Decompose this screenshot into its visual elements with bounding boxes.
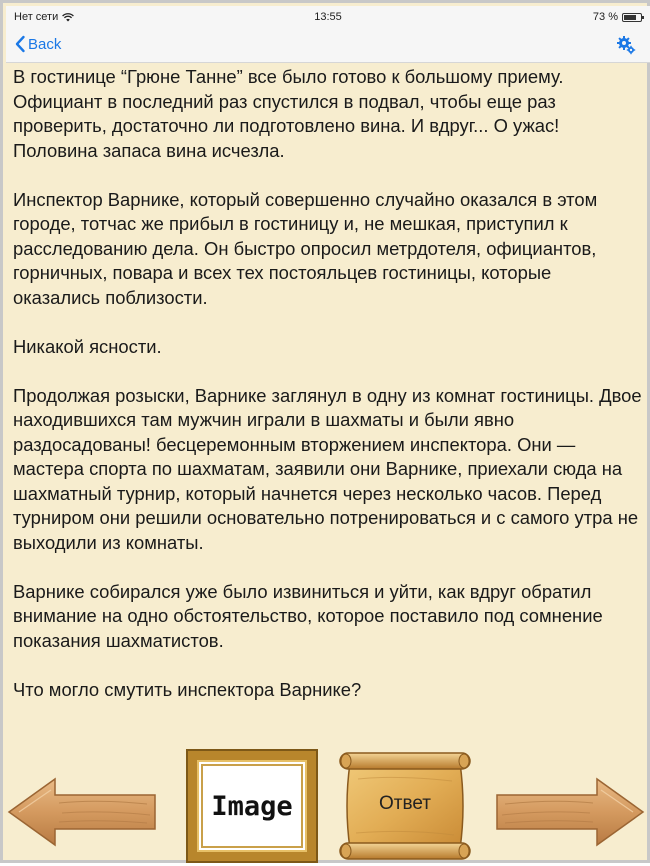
story-paragraph: В гостинице “Грюне Танне” все было готово к большому приему. Официант в последний раз спустился в подвал, чтобы еще раз проверить, достаточно ли подготовлено вина. И вдруг... О ужас! Половина запаса вина исчезла. <box>13 66 564 161</box>
carrier-label: Нет сети <box>14 11 59 23</box>
chevron-left-icon <box>14 35 26 53</box>
status-time: 13:55 <box>314 11 342 23</box>
answer-label: Ответ <box>379 793 431 814</box>
next-button[interactable] <box>495 777 645 852</box>
story-paragraph: Никакой ясности. <box>13 335 162 357</box>
wooden-arrow-left-icon <box>7 777 157 847</box>
settings-button[interactable] <box>616 35 636 60</box>
wooden-arrow-right-icon <box>495 777 645 847</box>
story-paragraph: Инспектор Варнике, который совершенно случайно оказался в этом городе, тотчас же прибыл в гостиницу и, не мешкая, приступил к расследованию дела. Он быстро опросил метрдотеля, официантов, горничных, повара и всех тех постояльцев гостиницы, которые оказались поблизости. <box>13 188 598 308</box>
status-right <box>593 11 642 23</box>
back-button[interactable] <box>14 35 61 53</box>
battery-level <box>624 15 636 20</box>
bottom-toolbar <box>3 743 650 866</box>
story-text <box>13 65 643 727</box>
answer-button[interactable] <box>336 749 474 863</box>
battery-percent: 73 % <box>592 11 618 23</box>
navigation-bar <box>6 28 650 63</box>
story-paragraph: Продолжая розыски, Варнике заглянул в одну из комнат гостиницы. Двое находившихся там мужчин играли в шахматы и были явно раздосадованы! бесцеремонным вторжением инспектора. Они — мастера спорта по шахматам, заявили они Варнике, приехали сюда на шахматный турнир, который начнется через несколько часов. Перед турниром они решили основательно потренироваться и с самого утра не выходили из комнаты. <box>13 384 642 553</box>
battery-icon <box>622 13 642 22</box>
story-question: Что могло смутить инспектора Варнике? <box>13 678 362 700</box>
image-label: Image <box>201 764 303 848</box>
status-bar <box>6 6 650 28</box>
back-label: Back <box>28 35 62 53</box>
story-paragraph: Варнике собирался уже было извиниться и уйти, как вдруг обратил внимание на одно обстоятельство, которое поставило под сомнение показания шахматистов. <box>13 580 603 651</box>
image-button[interactable] <box>188 751 316 861</box>
previous-button[interactable] <box>7 777 157 852</box>
gear-icon <box>616 35 636 55</box>
